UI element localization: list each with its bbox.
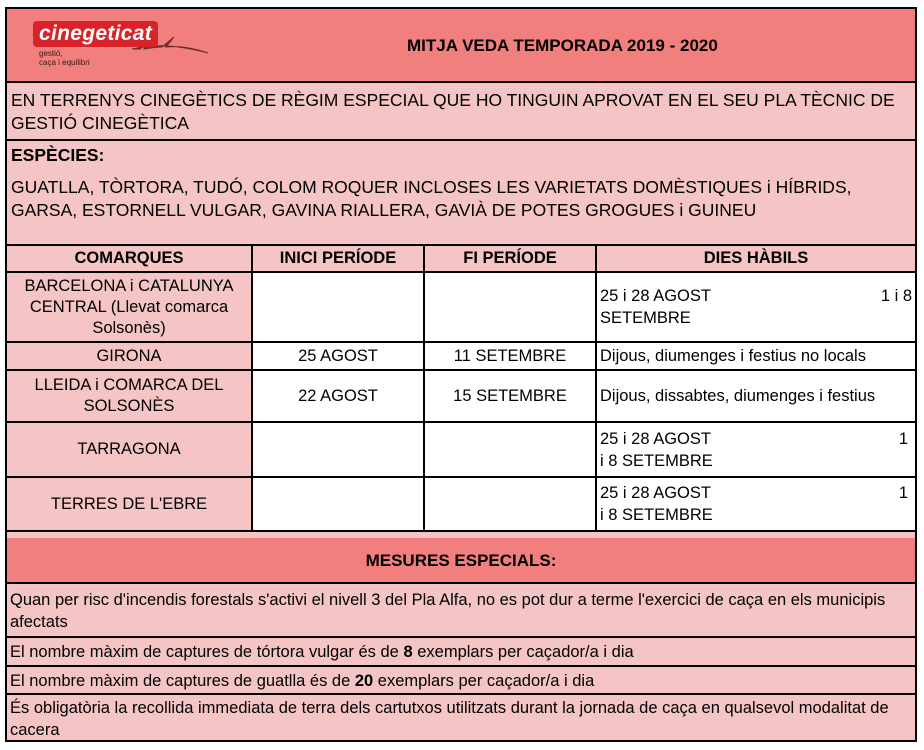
col-header-dies: DIES HÀBILS [596,246,915,272]
measure-fire-risk: Quan per risc d'incendis forestals s'activi el nivell 3 del Pla Alfa, no es pot dur a terme l'exercici de caça en els municipis afectats [7,584,915,638]
measure-cartridge-collection: És obligatòria la recollida immediata de terra dels cartutxos utilitzats durant la jornada de caça en qualsevol modalitat de cacera [10,699,889,739]
inici-cell [252,422,424,477]
dies-cell: 25 i 28 AGOST 1 i 8 SETEMBRE [596,477,915,531]
species-list: GUATLLA, TÒRTORA, TUDÓ, COLOM ROQUER INCLOSES LES VARIETATS DOMÈSTIQUES i HÍBRIDS, GARSA, ESTORNELL VULGAR, GAVINA RIALLERA, GAVIÀ DE POTES GROGUES i GUINEU [7,170,915,246]
dies-cell: 25 i 28 AGOST 1 i 8 SETEMBRE [596,422,915,477]
col-header-comarques: COMARQUES [7,246,252,272]
table-row [7,477,915,531]
comarca-cell: GIRONA [7,342,252,370]
fi-cell [424,272,596,342]
page-title: MITJA VEDA TEMPORADA 2019 - 2020 [407,36,718,55]
fi-cell: 15 SETEMBRE [424,370,596,422]
header-banner [7,9,915,83]
logo-wordmark: cinegeticat [33,21,158,47]
special-measures-heading: MESURES ESPECIALS: [7,538,915,584]
table-row [7,342,915,370]
fi-cell [424,477,596,531]
table-header-row [7,246,915,272]
periods-table [7,246,915,532]
comarca-cell: TERRES DE L'EBRE [7,477,252,531]
comarca-cell: LLEIDA i COMARCA DEL SOLSONÈS [7,370,252,422]
cinegeticat-logo [25,15,215,75]
inici-cell [252,477,424,531]
inici-cell: 22 AGOST [252,370,424,422]
comarca-cell: BARCELONA i CATALUNYA CENTRAL (Llevat comarca Solsonès) [7,272,252,342]
inici-cell [252,272,424,342]
comarca-cell: TARRAGONA [7,422,252,477]
species-heading: ESPÈCIES: [11,145,105,165]
col-header-fi: FI PERÍODE [424,246,596,272]
dies-cell: Dijous, dissabtes, diumenges i festius [596,370,915,422]
scope-text: EN TERRENYS CINEGÈTICS DE RÈGIM ESPECIAL QUE HO TINGUIN APROVAT EN EL SEU PLA TÈCNIC DE GESTIÓ CINEGÈTICA [7,83,915,141]
table-row [7,370,915,422]
col-header-inici: INICI PERÍODE [252,246,424,272]
measure-turtle-dove-limit: El nombre màxim de captures de tórtora vulgar és de 8 exemplars per caçador/a i dia [7,638,915,667]
dies-cell: 25 i 28 AGOST 1 i 8 SETEMBRE [596,272,915,342]
measure-quail-limit: El nombre màxim de captures de guatlla és de 20 exemplars per caçador/a i dia [7,667,915,695]
logo-tagline: gestió, caça i equilibri [39,49,90,67]
table-row [7,422,915,477]
hunting-season-sheet [5,7,917,742]
dies-cell: Dijous, diumenges i festius no locals [596,342,915,370]
table-row [7,272,915,342]
fi-cell [424,422,596,477]
inici-cell: 25 AGOST [252,342,424,370]
fi-cell: 11 SETEMBRE [424,342,596,370]
